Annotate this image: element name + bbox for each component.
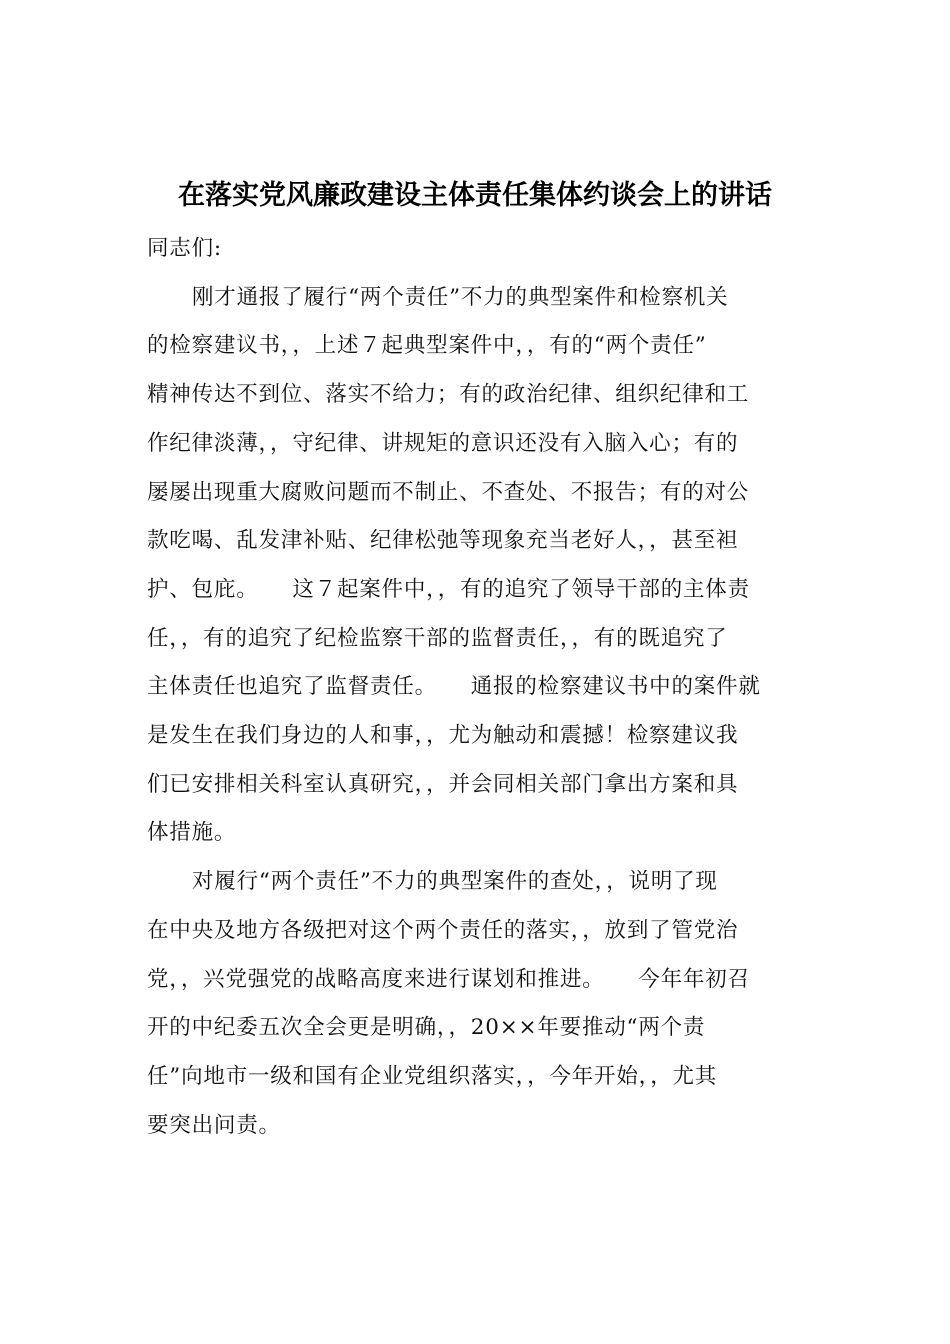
- document-title: 在落实党风廉政建设主体责任集体约谈会上的讲话: [178, 180, 772, 211]
- paragraph-line: 任”向地市一级和国有企业党组织落实，，今年开始，，尤其: [147, 1063, 718, 1089]
- paragraph-line: 的检察建议书，，上述７起典型案件中，，有的“两个责任”: [147, 333, 707, 359]
- paragraph-line: 开的中纪委五次全会更是明确，，20××年要推动“两个责: [147, 1015, 706, 1041]
- paragraph-line: 们已安排相关科室认真研究，，并会同相关部门拿出方案和具: [147, 771, 739, 797]
- paragraph-line: 主体责任也追究了监督责任。 通报的检察建议书中的案件就: [147, 674, 761, 700]
- paragraph-line: 精神传达不到位、落实不给力；有的政治纪律、组织纪律和工: [147, 382, 750, 408]
- paragraph-line: 在中央及地方各级把对这个两个责任的落实，，放到了管党治: [147, 917, 739, 943]
- paragraph-line: 要突出问责。: [147, 1112, 281, 1138]
- paragraph-line: 任，，有的追究了纪检监察干部的监督责任，，有的既追究了: [147, 625, 728, 651]
- salutation: 同志们:: [147, 236, 222, 261]
- paragraph-line: 是发生在我们身边的人和事，，尤为触动和震撼！检察建议我: [147, 723, 739, 749]
- paragraph-2: [147, 858, 803, 1150]
- paragraph-1: [147, 274, 803, 858]
- document-body: [147, 225, 803, 1150]
- paragraph-line: 刚才通报了履行“两个责任”不力的典型案件和检察机关: [192, 284, 729, 310]
- paragraph-line: 对履行“两个责任”不力的典型案件的查处，，说明了现: [192, 869, 718, 895]
- paragraph-line: 党，，兴党强党的战略高度来进行谋划和推进。 今年年初召: [147, 966, 750, 992]
- paragraph-line: 作纪律淡薄，，守纪律、讲规矩的意识还没有入脑入心；有的: [147, 430, 739, 456]
- paragraph-line: 护、包庇。 这７起案件中，，有的追究了领导干部的主体责: [147, 576, 750, 602]
- paragraph-line: 体措施。: [147, 820, 237, 846]
- paragraph-line: 屡屡出现重大腐败问题而不制止、不查处、不报告；有的对公: [147, 479, 750, 505]
- paragraph-line: 款吃喝、乱发津补贴、纪律松弛等现象充当老好人，，甚至袒: [147, 528, 739, 554]
